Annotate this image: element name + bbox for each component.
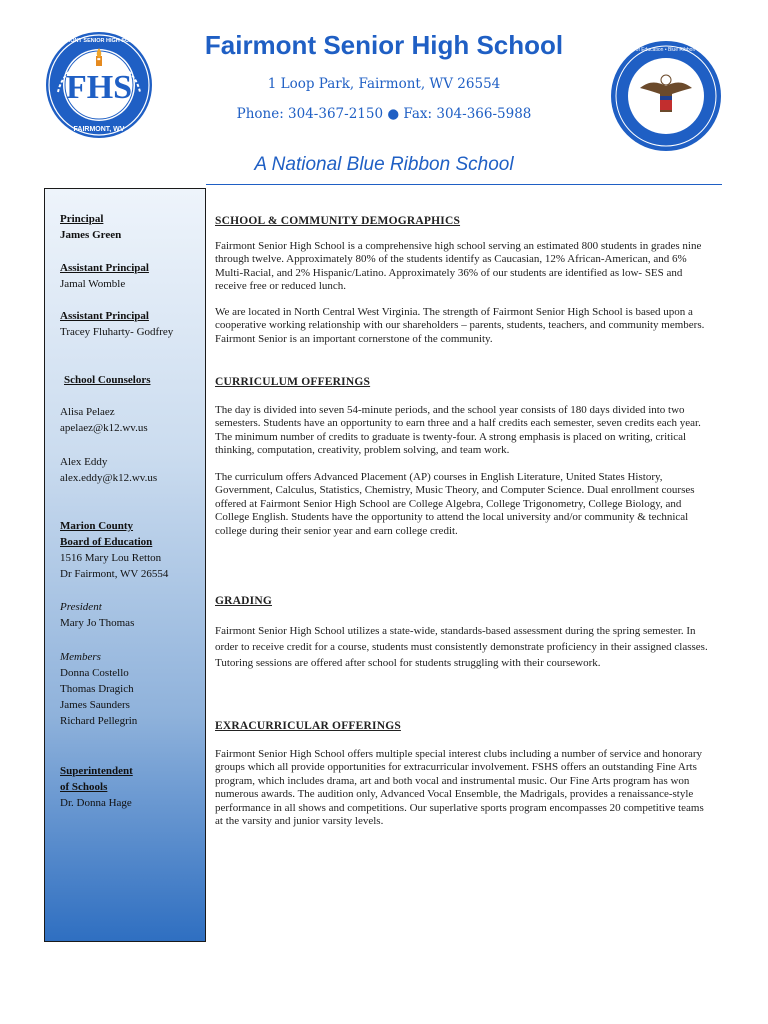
sidebar-staff-directory [44, 188, 206, 942]
school-logo-icon [44, 30, 154, 140]
board-address-line1: 1516 Mary Lou Retton [60, 552, 162, 564]
section-paragraph: Fairmont Senior High School offers multiple special interest clubs including a number of service and honorary groups which all provide opportunities for extracurricular involvement. FSHS offers an outstanding Fine Arts program, which includes drama, art and both vocal and instrumental music. Our Fine Arts program has won numerous awards. The audition only, Advanced Vocal Ensemble, the Madrigals, provides a renaissance-style performance in all shows and competitions. Our superlative sports program encompasses 20 competitive teams at the varsity and junior varsity levels. [215, 747, 704, 827]
president-label: President [60, 601, 102, 613]
member-name: Richard Pellegrin [60, 715, 138, 727]
section-title: GRADING [215, 595, 272, 607]
assistant-principal-1-block [60, 260, 200, 292]
superintendent-block [60, 763, 200, 811]
header-divider [206, 184, 722, 185]
members-block [60, 649, 200, 729]
svg-text:FAIRMONT SENIOR HIGH SCHOOL: FAIRMONT SENIOR HIGH SCHOOL [53, 38, 145, 44]
member-name: Donna Costello [60, 667, 129, 679]
section-paragraph: The curriculum offers Advanced Placement (AP) courses in English Literature, United States History, Government, Calculus, Statistics, Chemistry, Music Theory, and Computer Science. Dual enrollment courses offered at Fairmont Senior High School are College Algebra, College Trigonometry, College Biology, and College English. Students have the opportunity to attend the local university and/or community & technical college during their senior year and earn college credit. [215, 470, 695, 537]
assistant-principal-2-block [60, 308, 200, 340]
board-of-education-block [60, 518, 200, 582]
section-paragraph: Fairmont Senior High School is a comprehensive high school serving an estimated 800 students in grades nine through twelve. Approximately 80% of the students identify as Caucasian, 12% African-American, and 6% Multi-Racial, and 2% Hispanic/Latino. Approximately 36% of our students are identified as low- SES and receive free or reduced lunch. [215, 239, 702, 292]
section-curriculum [215, 376, 712, 538]
school-address: 1 Loop Park, Fairmont, WV 26554 [267, 76, 501, 92]
counselor-2-block [60, 454, 200, 486]
letterhead [0, 0, 768, 190]
section-extracurricular [215, 720, 712, 829]
board-address-line2: Dr Fairmont, WV 26554 [60, 568, 169, 580]
section-title: EXRACURRICULAR OFFERINGS [215, 720, 401, 732]
principal-block [60, 211, 200, 243]
board-heading-line2: Board of Education [60, 536, 153, 548]
principal-heading: Principal [60, 213, 104, 225]
counselor-email: apelaez@k12.wv.us [60, 422, 148, 434]
school-name: Fairmont Senior High School [204, 30, 564, 60]
member-name: James Saunders [60, 699, 130, 711]
superintendent-name: Dr. Donna Hage [60, 797, 132, 809]
president-block [60, 599, 200, 631]
section-grading [215, 595, 712, 671]
counselor-name: Alex Eddy [60, 456, 108, 468]
assistant-principal-name: Tracey Fluharty- Godfrey [60, 326, 174, 338]
assistant-principal-name: Jamal Womble [60, 278, 126, 290]
superintendent-heading-line2: of Schools [60, 781, 108, 793]
member-name: Thomas Dragich [60, 683, 134, 695]
counselor-name: Alisa Pelaez [60, 406, 115, 418]
counselor-email: alex.eddy@k12.wv.us [60, 472, 158, 484]
blue-ribbon-subtitle: A National Blue Ribbon School [254, 154, 514, 175]
board-heading-line1: Marion County [60, 520, 134, 532]
principal-name: James Green [60, 229, 122, 241]
members-label: Members [60, 651, 101, 663]
superintendent-heading-line1: Superintendent [60, 765, 133, 777]
section-paragraph: We are located in North Central West Virginia. The strength of Fairmont Senior High School is based upon a cooperative working relationship with our shareholders – parents, students, teachers, and community members. Fairmont Senior is an important cornerstone of the community. [215, 305, 705, 345]
blue-ribbon-seal-icon [597, 40, 735, 152]
school-phone-fax: Phone: 304-367-2150 ● Fax: 304-366-5988 [236, 106, 532, 122]
svg-text:FAIRMONT, WV: FAIRMONT, WV [73, 126, 125, 133]
section-paragraph: Fairmont Senior High School utilizes a state-wide, standards-based assessment during the spring semester. In order to receive credit for a course, students must consistently demonstrate proficiency in their assigned classes. Tutoring sessions are offered after school for students struggling with their coursework. [215, 624, 708, 669]
assistant-principal-heading: Assistant Principal [60, 310, 149, 322]
svg-text:U.S. Department of Education •: U.S. Department of Education • Blue Ribbon Schools Program [597, 47, 735, 53]
assistant-principal-heading: Assistant Principal [60, 262, 149, 274]
counselors-heading: School Counselors [64, 374, 151, 386]
section-title: CURRICULUM OFFERINGS [215, 376, 371, 388]
section-paragraph: The day is divided into seven 54-minute periods, and the school year consists of 180 days divided into two semesters. Students have an opportunity to earn three and a half credits each semester, seven credits each year. The minimum number of credits to graduate is twenty-four. A strong emphasis is placed on writing, critical thinking, computation, creativity, problem solving, and team work. [215, 403, 701, 456]
section-title: SCHOOL & COMMUNITY DEMOGRAPHICS [215, 215, 461, 227]
president-name: Mary Jo Thomas [60, 617, 135, 629]
counselor-1-block [60, 404, 200, 436]
section-demographics [215, 215, 712, 346]
svg-text:FHS: FHS [65, 69, 133, 106]
